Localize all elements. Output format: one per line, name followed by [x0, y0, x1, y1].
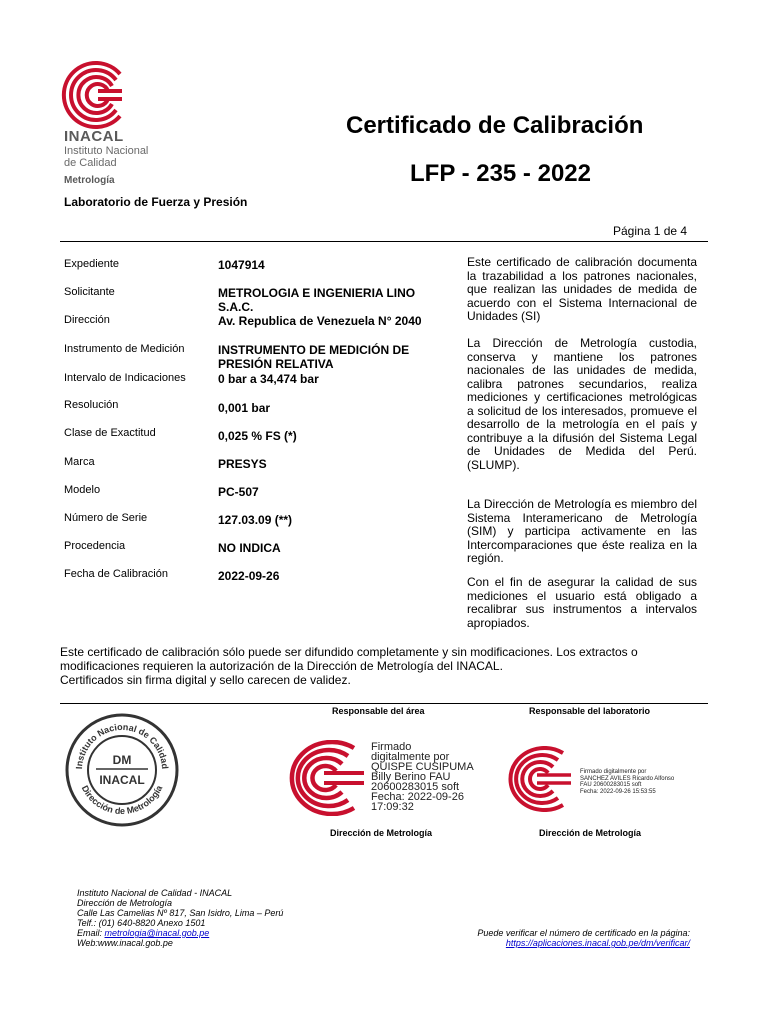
lab-signature-footer: Dirección de Metrología	[539, 828, 642, 838]
document-title: Certificado de Calibración	[346, 112, 644, 139]
signature-divider	[60, 703, 708, 704]
sig-line: 17:09:32	[371, 801, 414, 813]
field-value: PRESYS	[218, 457, 267, 471]
lab-signature-logo-icon	[497, 746, 573, 812]
sig-line: SANCHEZ AVILES Ricardo Alfonso	[580, 775, 675, 782]
traceability-paragraph: Este certificado de calibración documenta la trazabilidad a los patrones nacionales, que realizan las unidades de medida de acuerdo con el Sistema Internacional de Unidades (SI)	[467, 255, 697, 323]
footer-line: Dirección de Metrología	[77, 898, 173, 908]
lab-responsible-header: Responsable del laboratorio	[529, 706, 651, 716]
sim-membership-paragraph: La Dirección de Metrología es miembro del Sistema Interamericano de Metrología (SIM) y participa activamente en las Intercomparaciones que éste realiza en la región.	[467, 497, 697, 565]
org-unit: Metrología	[64, 175, 115, 186]
footer-email-link[interactable]: metrologia@inacal.gob.pe	[104, 928, 210, 938]
org-full-name-1: Instituto Nacional	[64, 145, 149, 157]
sig-line: QUISPE CUSIPUMA	[371, 761, 474, 773]
field-label: Dirección	[64, 314, 110, 326]
brand-block	[64, 128, 148, 186]
field-value: 0 bar a 34,474 bar	[218, 372, 319, 386]
field-value: Av. Republica de Venezuela N° 2040	[218, 314, 422, 328]
field-label: Número de Serie	[64, 512, 148, 524]
field-label: Solicitante	[64, 286, 115, 298]
footer-address-block	[77, 888, 283, 948]
page-number: Página 1 de 4	[613, 224, 688, 238]
seal-center-top: DM	[112, 753, 132, 767]
seal-center-bottom: INACAL	[99, 773, 145, 787]
field-label: Fecha de Calibración	[64, 568, 168, 580]
area-responsible-header: Responsable del área	[332, 706, 425, 716]
lab-digital-signature	[580, 769, 674, 795]
field-label: Modelo	[64, 484, 101, 496]
sig-line: 20600283015 soft	[371, 781, 460, 793]
laboratory-name: Laboratorio de Fuerza y Presión	[64, 195, 248, 209]
sig-line: Firmado digitalmente por	[580, 769, 647, 775]
footer-web: Web:www.inacal.gob.pe	[77, 938, 173, 948]
field-value: 1047914	[218, 258, 265, 272]
sig-line: Fecha: 2022-09-26 15:53:55	[580, 788, 656, 795]
sig-line: Fecha: 2022-09-26	[371, 791, 464, 803]
verification-block	[474, 928, 690, 948]
footer-email-label: Email:	[77, 928, 105, 938]
seal-ring-top-text: Instituto Nacional de Calidad	[73, 721, 171, 770]
field-value: NO INDICA	[218, 541, 281, 555]
validity-note: Certificados sin firma digital y sello carecen de validez.	[60, 673, 351, 687]
top-divider	[60, 241, 708, 242]
footer-line: Calle Las Camelias Nº 817, San Isidro, Lima – Perú	[77, 908, 284, 918]
footer-line: Instituto Nacional de Calidad - INACAL	[77, 888, 233, 898]
field-value: PC-507	[218, 485, 259, 499]
sig-line: FAU 20600283015 soft	[580, 782, 642, 788]
field-value: 127.03.09 (**)	[218, 513, 293, 527]
field-value: 0,001 bar	[218, 401, 271, 415]
field-label: Intervalo de Indicaciones	[64, 372, 186, 384]
field-value: 2022-09-26	[218, 569, 280, 583]
seal-ring-bottom-text: Dirección de Metrología	[79, 783, 165, 817]
field-label: Expediente	[64, 258, 120, 270]
field-label: Clase de Exactitud	[64, 427, 156, 439]
org-full-name-2: de Calidad	[64, 157, 117, 169]
field-label: Procedencia	[64, 540, 126, 552]
field-value: INSTRUMENTO DE MEDICIÓN DE PRESIÓN RELATIVA	[218, 343, 410, 371]
footer-email-line	[77, 928, 283, 938]
area-signature-footer: Dirección de Metrología	[330, 828, 433, 838]
area-signature-logo-icon	[276, 740, 366, 816]
recalibration-paragraph: Con el fin de asegurar la calidad de sus mediciones el usuario está obligado a recalibrar sus instrumentos a intervalos apropiados.	[467, 575, 697, 630]
dm-inacal-seal-icon	[64, 712, 180, 828]
certificate-code: LFP - 235 - 2022	[410, 160, 591, 187]
verify-url-link[interactable]: https://aplicaciones.inacal.gob.pe/dm/verificar/	[505, 938, 690, 948]
disclaimer-text: Este certificado de calibración sólo puede ser difundido completamente y sin modificaciones. Los extractos o modificaciones requieren la autorización de la Dirección de Metrología del INACAL.	[60, 645, 638, 673]
area-digital-signature	[371, 742, 474, 812]
custody-paragraph: La Dirección de Metrología custodia, conserva y mantiene los patrones nacionales de las unidades de medida, calibra patrones secundarios, realiza mediciones y certificaciones metrológicas a solicitud de los interesados, promueve el desarrollo de la metrología en el país y contribuye a la difusión del Sistema Legal de Unidades de Medida del Perú. (SLUMP).	[467, 336, 697, 472]
footer-line: Telf.: (01) 640-8820 Anexo 1501	[77, 918, 206, 928]
field-label: Resolución	[64, 399, 119, 411]
field-value: METROLOGIA E INGENIERIA LINO S.A.C.	[218, 286, 416, 314]
field-value: 0,025 % FS (*)	[218, 429, 297, 443]
sig-line: Billy Berino FAU	[371, 771, 451, 783]
verify-text: Puede verificar el número de certificado en la página:	[477, 928, 690, 938]
inacal-logo-icon	[58, 60, 128, 130]
field-label: Instrumento de Medición	[64, 343, 185, 355]
org-short-name: INACAL	[64, 128, 124, 145]
sig-line: digitalmente por	[371, 751, 450, 763]
sig-line: Firmado	[371, 741, 412, 753]
field-label: Marca	[64, 456, 95, 468]
